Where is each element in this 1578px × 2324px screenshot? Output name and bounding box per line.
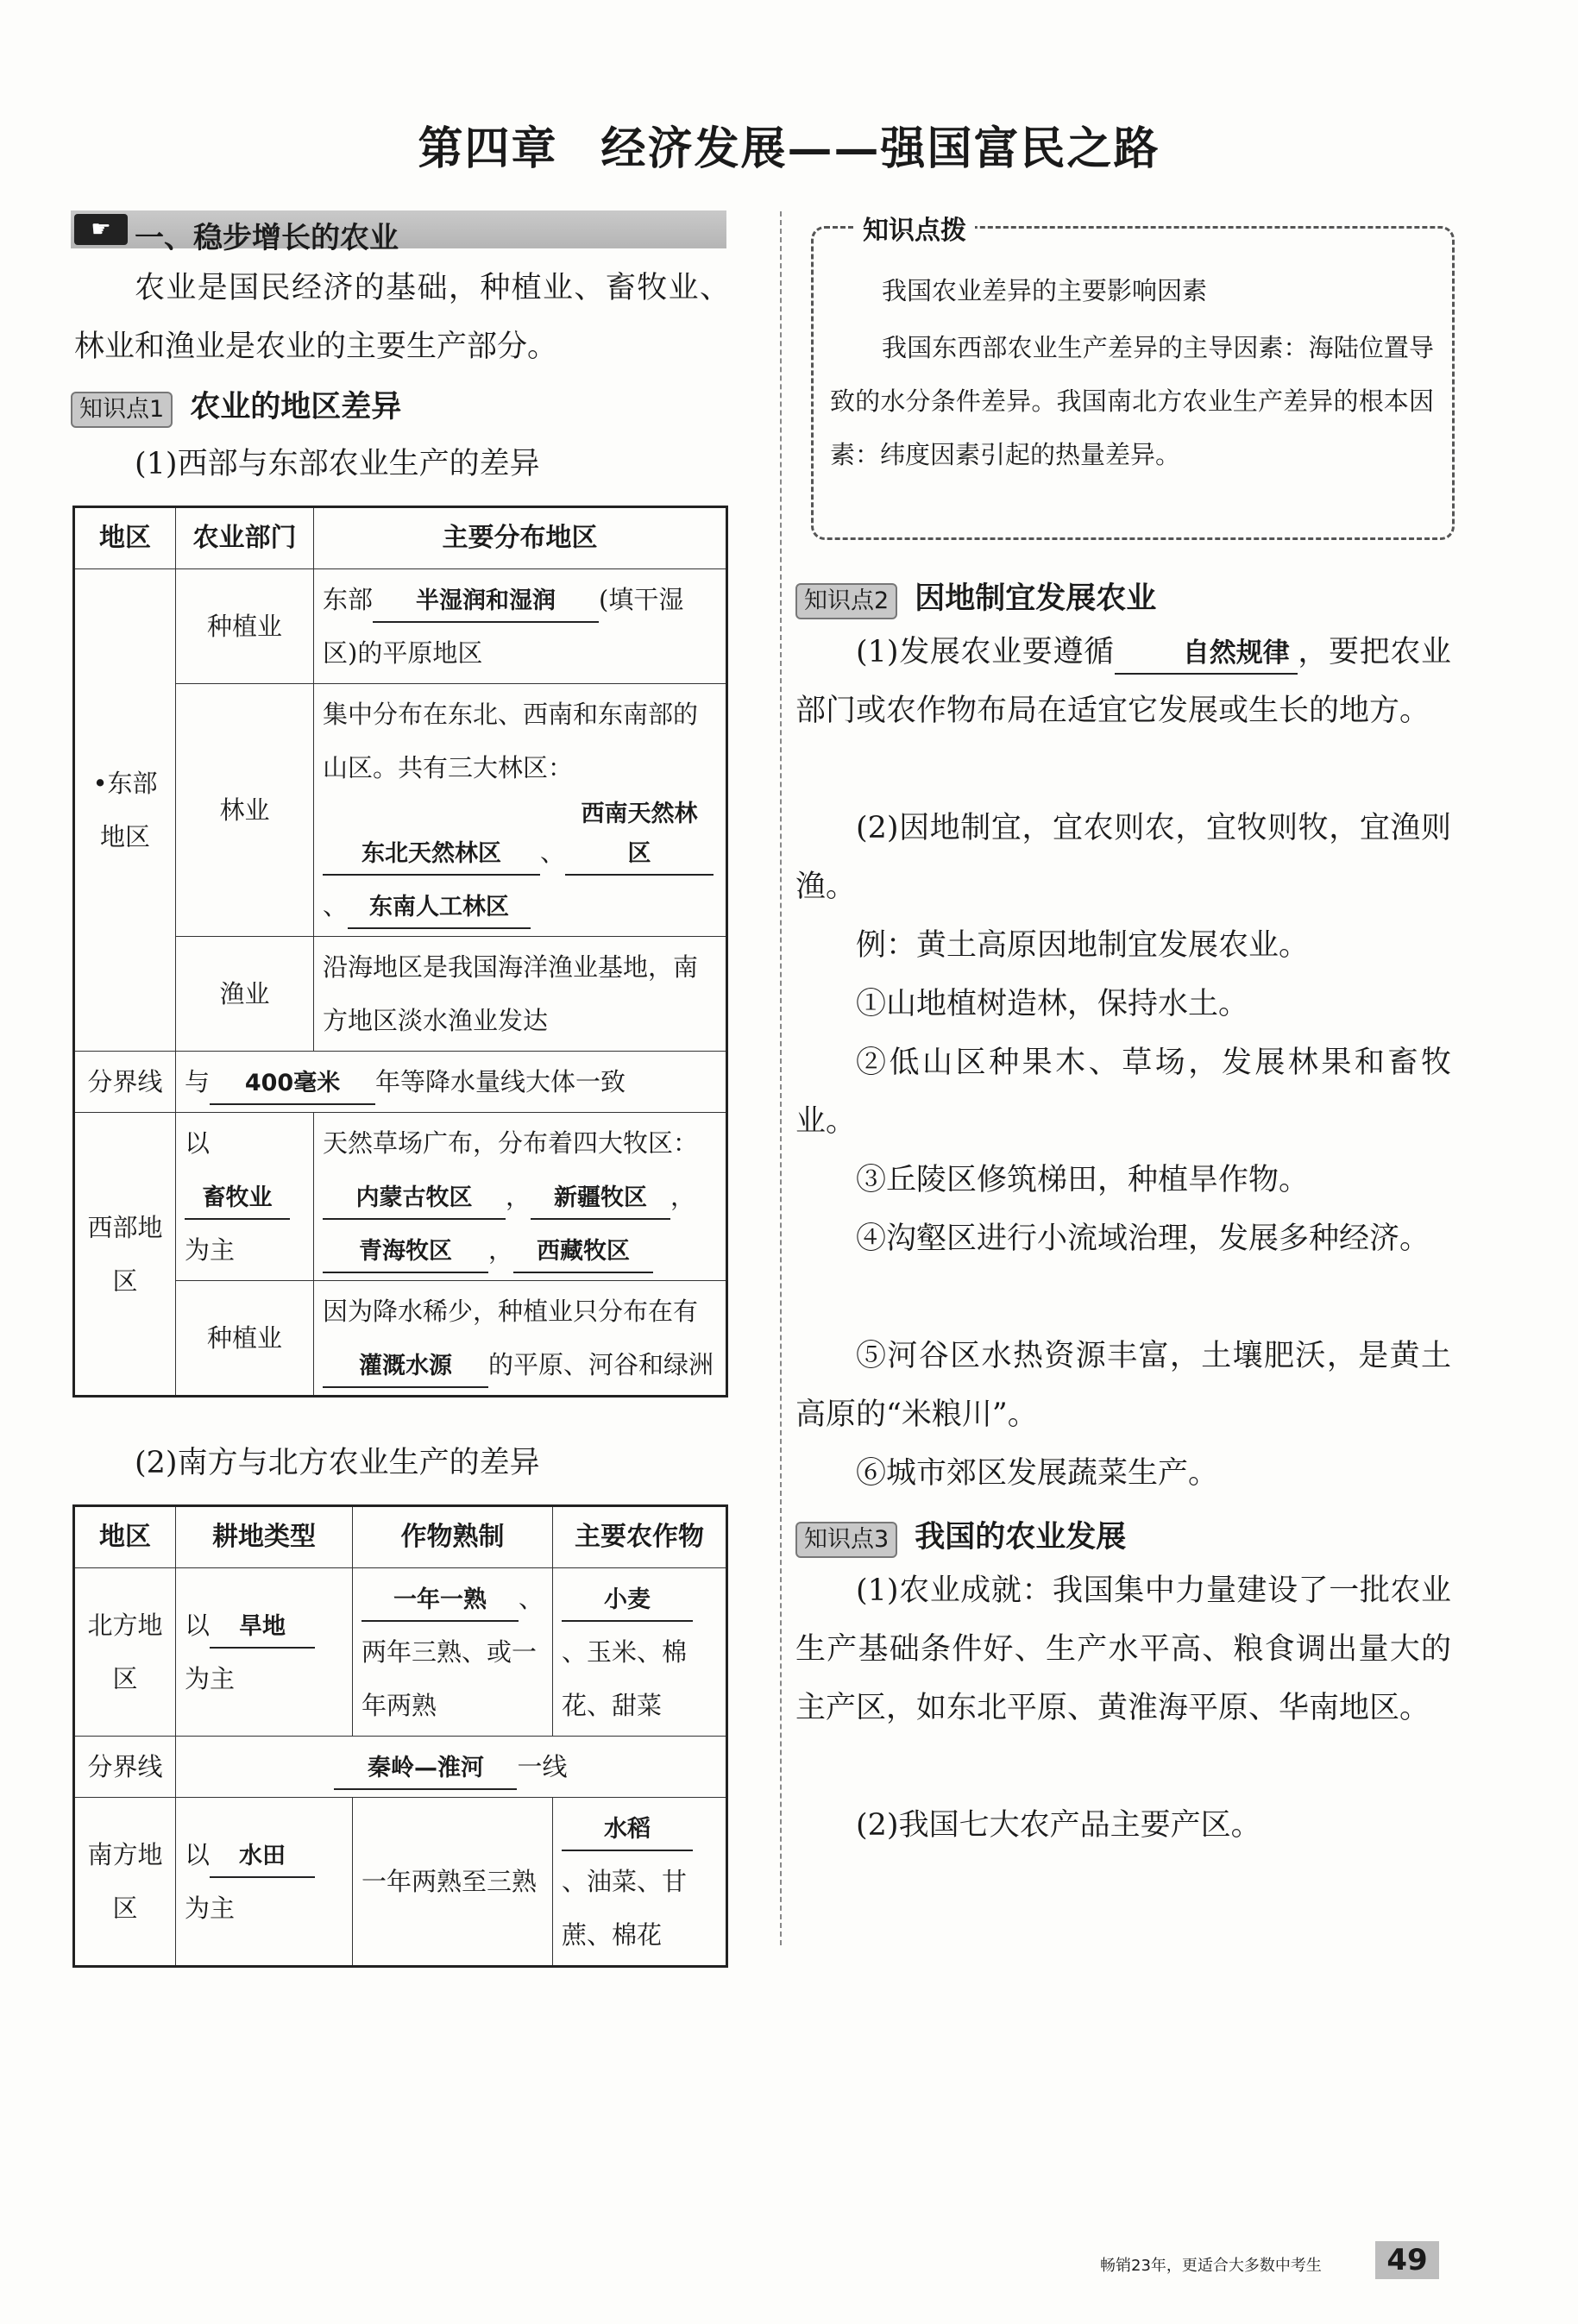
cell-text: 与: [185, 1067, 211, 1096]
table-header: 地区: [74, 507, 176, 569]
table-east-west: [72, 506, 728, 1398]
table-row: [74, 1798, 727, 1967]
cell-text: 、玉米、棉花、甜菜: [562, 1637, 688, 1720]
cell-text: 以: [185, 1840, 211, 1869]
table-row: [74, 569, 727, 684]
answer-blank: 东北天然林区: [323, 834, 540, 876]
answer-blank: 水稻: [562, 1810, 693, 1851]
crops-cell: [553, 1798, 727, 1967]
answer-blank: 西藏牧区: [513, 1232, 653, 1273]
cell-text: (填干湿区)的平原地区: [323, 585, 684, 668]
land-cell: [176, 1568, 353, 1737]
kp2-p2: (2)因地制宜，宜农则农，宜牧则牧，宜渔则渔。: [795, 811, 1451, 904]
crops-cell: [553, 1568, 727, 1737]
table-north-south: [72, 1504, 728, 1968]
list-item: ④沟壑区进行小流域治理，发展多种经济。: [856, 1222, 1430, 1256]
para-text: (1)发展农业要遵循: [856, 635, 1115, 669]
list-item: ③丘陵区修筑梯田，种植旱作物。: [856, 1163, 1310, 1197]
distribution-cell: 天然草场广布，分布着四大牧区： 内蒙古牧区 ， 新疆牧区 ，青海牧区 ， 西藏牧区: [314, 1113, 727, 1281]
list-item: ②低山区种果木、草场，发展林果和畜牧业。: [795, 1046, 1451, 1139]
chapter-title: [0, 112, 1578, 177]
boundary-cell: [176, 1737, 727, 1798]
region-west: 西部地区: [74, 1113, 176, 1397]
page-number: 49: [1375, 2241, 1439, 2279]
answer-blank: 秦岭—淮河: [334, 1749, 517, 1790]
answer-blank: 东南人工林区: [348, 888, 531, 929]
cell-text: 为主: [185, 1235, 236, 1265]
section-heading: 一、稳步增长的农业: [135, 221, 399, 255]
cropping-cell: [353, 1568, 553, 1737]
cell-text: 为主: [185, 1664, 236, 1693]
table-row: [74, 1052, 727, 1113]
tip-body: 我国东西部农业生产差异的主导因素：海陆位置导致的水分条件差异。我国南北方农业生产差异的根本因素：纬度因素引起的热量差异。: [830, 333, 1434, 469]
kp2-example: 例：黄土高原因地制宜发展农业。: [856, 928, 1310, 963]
table-header: 主要分布地区: [314, 507, 727, 569]
chapter-name: 经济发展——强国富民之路: [600, 122, 1160, 175]
cell-text: 、油菜、甘蔗、棉花: [562, 1867, 688, 1950]
answer-blank: 青海牧区: [323, 1232, 488, 1273]
boundary-label: 分界线: [74, 1052, 176, 1113]
kp3-tag: 知识点3: [795, 1522, 897, 1558]
kp3-heading: [795, 1513, 1126, 1558]
cell-text: 东部: [323, 585, 374, 614]
cell-text: 以: [185, 1128, 211, 1158]
cell-text: 以: [185, 1611, 211, 1640]
answer-blank: 畜牧业: [185, 1178, 290, 1220]
tip-label: 知识点拨: [854, 209, 975, 247]
para-text: ，要把农业部门或农作物布局在适宜它发展或生长的地方。: [795, 635, 1451, 728]
table-header: 作物熟制: [353, 1506, 553, 1568]
answer-blank: 旱地: [210, 1607, 315, 1649]
table-row: [74, 1506, 727, 1568]
kp1-sub1: (1)西部与东部农业生产的差异: [135, 447, 540, 481]
table-row: [74, 507, 727, 569]
boundary-label: 分界线: [74, 1737, 176, 1798]
land-cell: [176, 1798, 353, 1967]
answer-blank: 灌溉水源: [323, 1347, 488, 1388]
list-item: ①山地植树造林，保持水土。: [856, 987, 1249, 1021]
kp1-tag: 知识点1: [71, 392, 173, 428]
distribution-cell: [314, 569, 727, 684]
distribution-cell: [314, 1281, 727, 1397]
region-south: 南方地区: [74, 1798, 176, 1967]
cell-text: 、两年三熟、或一年两熟: [361, 1584, 544, 1720]
kp2-p1: [795, 623, 1451, 740]
answer-blank: 西南天然林区: [565, 795, 714, 876]
cropping-cell: 一年两熟至三熟: [353, 1798, 553, 1967]
tip-line1: 我国农业差异的主要影响因素: [882, 276, 1208, 305]
answer-blank: 一年一熟: [361, 1580, 519, 1622]
kp2-tag: 知识点2: [795, 583, 897, 619]
table-header: 农业部门: [176, 507, 314, 569]
list-item: ⑥城市郊区发展蔬菜生产。: [856, 1456, 1219, 1491]
footer-slogan: 畅销23年，更适合大多数中考生: [1100, 2257, 1322, 2275]
distribution-cell: 集中分布在东北、西南和东南部的山区。共有三大林区： 东北天然林区 、西南天然林区、 东南人工林区: [314, 684, 727, 937]
kp3-title: 我国的农业发展: [915, 1519, 1127, 1555]
cell-text: 集中分布在东北、西南和东南部的山区。共有三大林区：: [323, 700, 699, 782]
kp1-title: 农业的地区差异: [190, 389, 402, 424]
cell-text: 因为降水稀少，种植业只分布在有: [323, 1297, 699, 1326]
table-row: [74, 1568, 727, 1737]
table-header: 耕地类型: [176, 1506, 353, 1568]
dept-cell: 种植业: [176, 1281, 314, 1397]
cell-text: 的平原、河谷和绿洲: [488, 1350, 714, 1379]
cell-text: 天然草场广布，分布着四大牧区：: [323, 1128, 699, 1158]
answer-blank: 水田: [210, 1837, 315, 1878]
dept-cell: 渔业: [176, 937, 314, 1052]
answer-blank: 400毫米: [210, 1064, 375, 1105]
answer-blank: 自然规律: [1115, 633, 1298, 675]
boundary-cell: [176, 1052, 727, 1113]
kp1-sub2: (2)南方与北方农业生产的差异: [135, 1446, 540, 1480]
column-divider: [780, 211, 782, 1945]
region-east: •东部地区: [74, 569, 176, 1052]
answer-blank: 内蒙古牧区: [323, 1178, 506, 1220]
table-row: [74, 1113, 727, 1281]
pointing-hand-icon: ☛: [74, 214, 128, 245]
answer-blank: 小麦: [562, 1580, 693, 1622]
table-row: [74, 1737, 727, 1798]
cell-text: 年等降水量线大体一致: [375, 1067, 626, 1096]
answer-blank: 半湿润和湿润: [373, 581, 599, 623]
table-header: 主要农作物: [553, 1506, 727, 1568]
answer-blank: 新疆牧区: [531, 1178, 670, 1220]
kp2-heading: [795, 575, 1156, 619]
dept-cell: [176, 1113, 314, 1281]
region-north: 北方地区: [74, 1568, 176, 1737]
kp1-heading: [71, 383, 401, 428]
cell-text: 为主: [185, 1894, 236, 1923]
kp3-p1: (1)农业成就：我国集中力量建设了一批农业生产基础条件好、生产水平高、粮食调出量大的主产区，如东北平原、黄淮海平原、华南地区。: [795, 1573, 1451, 1725]
distribution-cell: 沿海地区是我国海洋渔业基地，南方地区淡水渔业发达: [314, 937, 727, 1052]
kp3-p2: (2)我国七大农产品主要产区。: [856, 1808, 1261, 1843]
kp2-title: 因地制宜发展农业: [915, 581, 1157, 616]
intro-paragraph: 农业是国民经济的基础，种植业、畜牧业、林业和渔业是农业的主要生产部分。: [74, 271, 730, 364]
list-item: ⑤河谷区水热资源丰富，土壤肥沃，是黄土高原的“米粮川”。: [795, 1339, 1451, 1432]
table-header: 地区: [74, 1506, 176, 1568]
dept-cell: 林业: [176, 684, 314, 937]
dept-cell: 种植业: [176, 569, 314, 684]
chapter-number: 第四章: [418, 122, 558, 175]
cell-text: 一线: [517, 1752, 568, 1781]
